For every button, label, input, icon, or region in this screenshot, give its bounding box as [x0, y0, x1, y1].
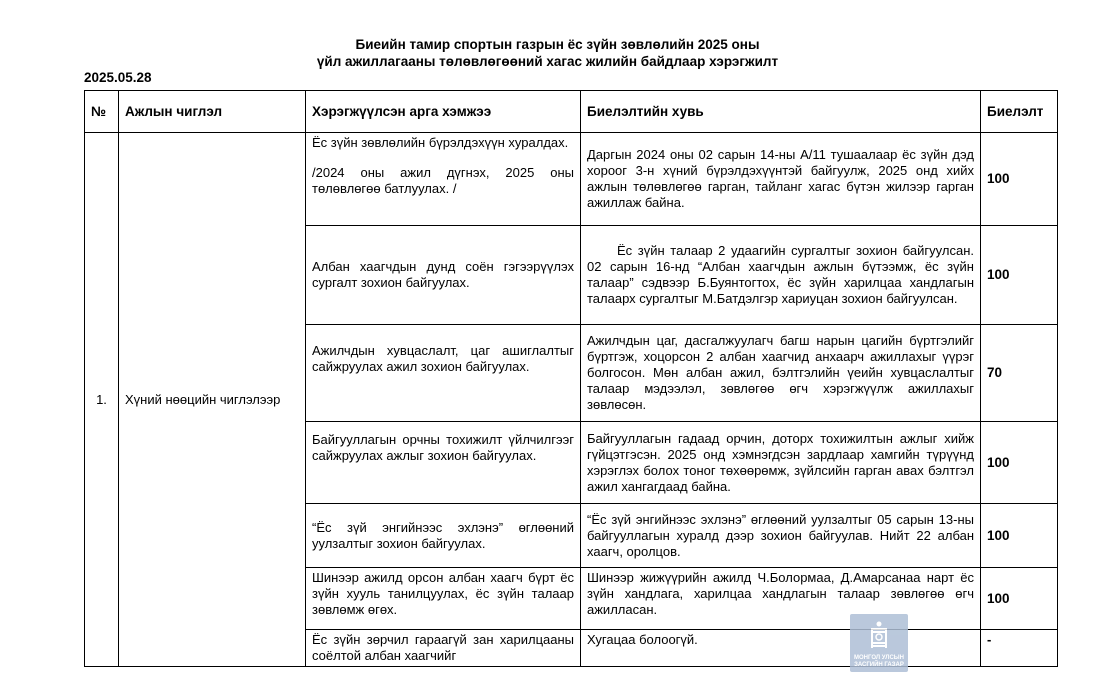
action-text: Ёс зүйн зөвлөлийн бүрэлдэхүүн хуралдах.: [312, 135, 569, 150]
result-cell: Хугацаа болоогүй.: [581, 630, 981, 667]
result-cell: Байгууллагын гадаад орчин, доторх тохижилтын ажлыг хийж гүйцэтгэсэн. 2025 онд хэмнэгдсэн зардлаар хамгийн түрүүнд хэрэглэх болох тоног төхөөрөмж, зүйлсийн гарган авах бэлтгэл ажил хангагдаад байна.: [581, 422, 981, 504]
action-cell: [306, 325, 581, 422]
result-cell: Шинээр жижүүрийн ажилд Ч.Болормаа, Д.Амарсанаа нарт ёс зүйн хандлага, харилцаа хандлагын талаар зөвлөгөө өгч ажилласан.: [581, 568, 981, 630]
action-cell: [306, 133, 581, 226]
action-text: Байгууллагын орчны тохижилт үйлчилгээг сайжруулах ажлыг зохион байгуулах.: [312, 432, 574, 463]
emblem-caption-2: ЗАСГИЙН ГАЗАР: [854, 662, 904, 668]
result-cell: Даргын 2024 оны 02 сарын 14-ны А/11 тушаалаар ёс зүйн дэд хороог 3-н хүний бүрэлдэхүүнтэй байгуулж, 2025 онд хийх ажлын төлөвлөгөө гарган, тайланг хагас бүтэн жилээр гарган ажиллаж байна.: [581, 133, 981, 226]
document-date: 2025.05.28: [84, 70, 152, 85]
government-emblem: [850, 614, 908, 672]
table-row: [85, 133, 1058, 226]
header-result: Биелэлтийн хувь: [581, 91, 981, 133]
action-note: /2024 оны ажил дүгнэх, 2025 оны төлөвлөгөө батлуулах. /: [312, 165, 574, 196]
percent-cell: 100: [981, 422, 1058, 504]
header-number: №: [85, 91, 119, 133]
title-line-2: үйл ажиллагааны төлөвлөгөөний хагас жилийн байдлаар хэрэгжилт: [316, 54, 779, 69]
percent-cell: 100: [981, 504, 1058, 568]
plan-table: [84, 90, 1058, 667]
soyombo-icon: [870, 620, 888, 650]
action-text: Ажилчдын хувцаслалт, цаг ашиглалтыг сайжруулах ажил зохион байгуулах.: [312, 343, 574, 374]
emblem-caption-1: МОНГОЛ УЛСЫН: [854, 655, 904, 661]
document-title: [0, 36, 1095, 70]
result-cell: “Ёс зүй энгийнээс эхлэнэ” өглөөний уулзалтыг 05 сарын 13-ны байгууллагын хуралд дээр зохион байгуулав. Нийт 22 албан хаагч, оролцов.: [581, 504, 981, 568]
action-cell: [306, 422, 581, 504]
action-cell: “Ёс зүй энгийнээс эхлэнэ” өглөөний уулзалтыг зохион байгуулах.: [306, 504, 581, 568]
percent-cell: 100: [981, 133, 1058, 226]
table-header-row: [85, 91, 1058, 133]
percent-cell: 100: [981, 568, 1058, 630]
header-direction: Ажлын чиглэл: [119, 91, 306, 133]
section-number: 1.: [85, 133, 119, 667]
title-line-1: Биеийн тамир спортын газрын ёс зүйн зөвлөлийн 2025 оны: [355, 37, 760, 52]
percent-cell: -: [981, 630, 1058, 667]
result-cell: Ажилчдын цаг, дасгалжуулагч багш нарын цагийн бүртгэлийг бүртгэж, хоцорсон 2 албан хаагчид анхаарч ажиллахыг үүрэг болгосон. Мөн албан ажил, бэлтгэлийн үеийн хувцаслалтыг талаар мэдээлэл, зөвлөгөө өгч хэрэгжүүлж ажиллахыг зөвлөсөн.: [581, 325, 981, 422]
result-cell: Ёс зүйн талаар 2 удаагийн сургалтыг зохион байгуулсан. 02 сарын 16-нд “Албан хаагчдын ажлын бүтээмж, ёс зүйн талаар” сэдвээр Б.Буянтогтох, ёс зүйн харилцаа хандлагын талаарх сургалтыг М.Батдэлгэр хариуцан зохион байгуулсан.: [581, 226, 981, 325]
action-cell: Ёс зүйн зөрчил гараагүй зан харилцааны соёлтой албан хаагчийг: [306, 630, 581, 667]
action-cell: Албан хаагчдын дунд соён гэгээрүүлэх сургалт зохион байгуулах.: [306, 226, 581, 325]
header-percent: Биелэлт: [981, 91, 1058, 133]
percent-cell: 70: [981, 325, 1058, 422]
section-direction: Хүний нөөцийн чиглэлээр: [119, 133, 306, 667]
percent-cell: 100: [981, 226, 1058, 325]
header-action: Хэрэгжүүлсэн арга хэмжээ: [306, 91, 581, 133]
action-cell: Шинээр ажилд орсон албан хаагч бүрт ёс зүйн хууль танилцуулах, ёс зүйн талаар зөвлөмж өгөх.: [306, 568, 581, 630]
